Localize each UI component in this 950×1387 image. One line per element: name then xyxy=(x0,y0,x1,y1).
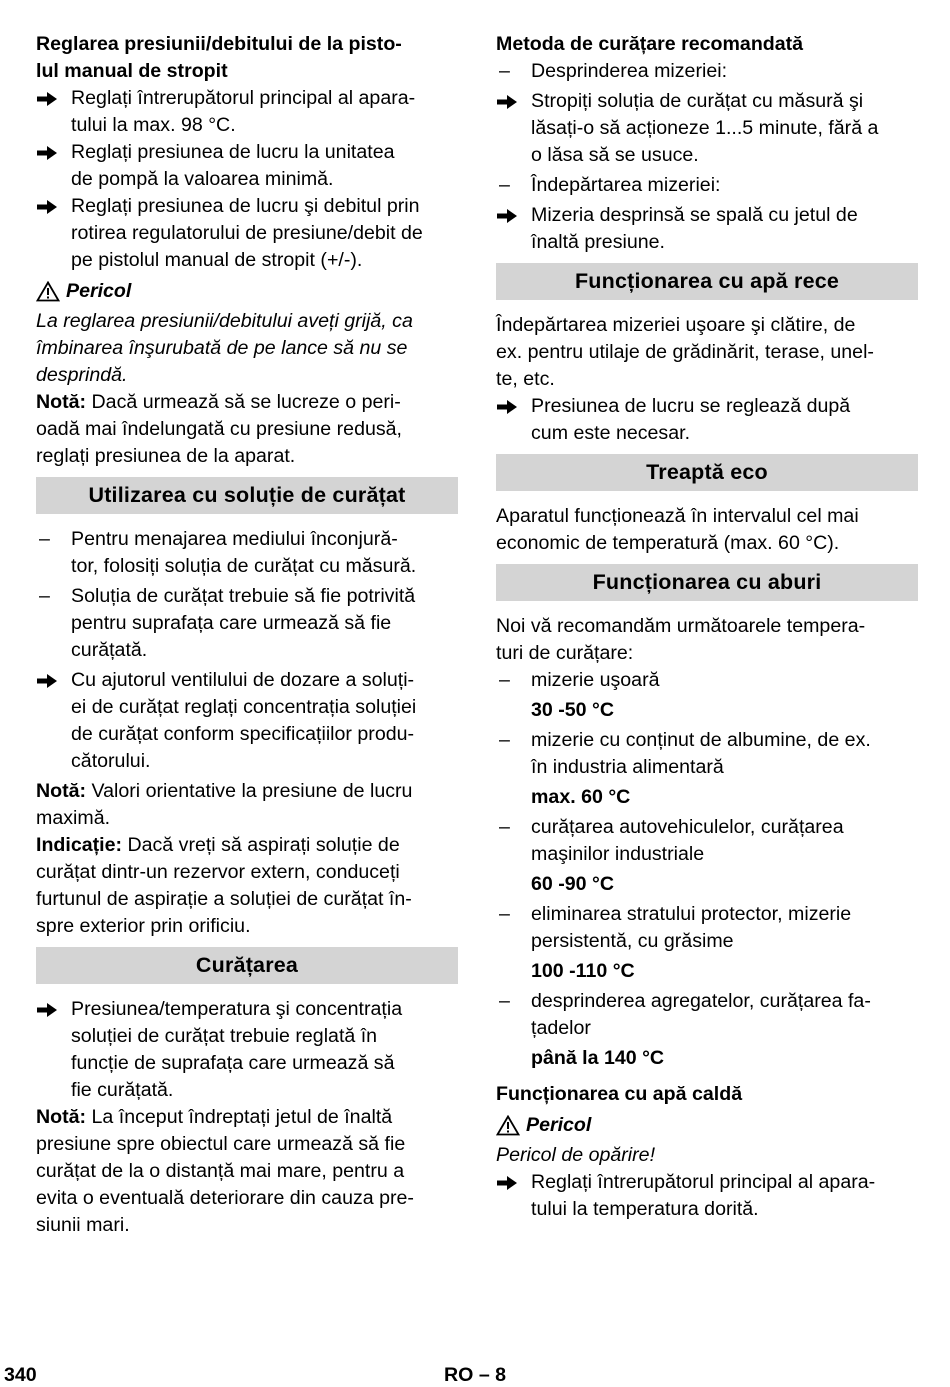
temp-value: max. 60 °C xyxy=(531,786,631,808)
temp-item: – mizerie cu conținut de albumine, de ex. în industria alimentară xyxy=(499,729,871,778)
temp-value: 100 -110 °C xyxy=(531,960,635,982)
cold-water-text: Îndepărtarea mizeriei uşoare şi clătire, de ex. pentru utilaje de grădinărit, terase, unel- te, etc. xyxy=(496,314,874,390)
section-bar-cold-water: Funcționarea cu apă rece xyxy=(496,263,918,300)
step-rinse: Mizeria desprinsă se spală cu jetul de înaltă presiune. xyxy=(496,202,918,256)
temp-value: 60 -90 °C xyxy=(531,873,614,895)
warning-text: Pericol de opărire! xyxy=(496,1144,656,1166)
arrow-right-icon xyxy=(36,85,71,139)
section-heading-method: Metoda de curățare recomandată xyxy=(496,33,804,55)
section-label: RO – 8 xyxy=(444,1364,507,1386)
dash-item: – Desprinderea mizeriei: xyxy=(499,60,728,82)
arrow-right-icon xyxy=(496,1169,531,1223)
temp-item: – mizerie uşoară xyxy=(499,669,660,691)
step-set-temperature: Reglați întrerupătorul principal al apara- tului la temperatura dorită. xyxy=(496,1169,918,1223)
step-spray-detergent: Stropiți soluția de curățat cu măsură şi lăsați-o să acționeze 1...5 minute, fără a o lăsa să se usuce. xyxy=(496,88,918,169)
arrow-right-icon xyxy=(496,393,531,447)
section-bar-detergent: Utilizarea cu soluție de curățat xyxy=(36,477,458,514)
page-number: 340 xyxy=(4,1364,37,1386)
arrow-right-icon xyxy=(36,193,71,274)
arrow-right-icon xyxy=(496,202,531,256)
eco-text: Aparatul funcționează în intervalul cel mai economic de temperatură (max. 60 °C). xyxy=(496,505,859,554)
step-dosing-valve: Cu ajutorul ventilului de dozare a soluți- ei de curățat reglați concentrația soluției de curățat conform specificațiilor produ- cătorului. xyxy=(36,667,458,775)
arrow-right-icon xyxy=(36,996,71,1104)
hint-external-tank: Indicație: Dacă vreți să aspirați soluție de curățat dintr-un rezervor extern, conduceți furtunul de aspirație a soluției de curățat în- spre exterior prin orificiu. xyxy=(36,834,412,937)
dash-item: – Soluția de curățat trebuie să fie potrivită pentru suprafața care urmează să fie curățată. xyxy=(39,585,416,661)
dash-item: – Pentru menajarea mediului înconjură- tor, folosiți soluția de curățat cu măsură. xyxy=(39,528,417,577)
step-working-pressure: Presiunea de lucru se reglează după cum este necesar. xyxy=(496,393,918,447)
temp-value: 30 -50 °C xyxy=(531,699,614,721)
arrow-right-icon xyxy=(496,88,531,169)
step-main-switch: Reglați întrerupătorul principal al apara- tului la max. 98 °C. xyxy=(36,85,458,139)
note-reduced-pressure: Notă: Dacă urmează să se lucreze o peri- oadă mai îndelungată cu presiune redusă, reglați presiunea de la aparat. xyxy=(36,391,403,467)
left-column xyxy=(36,31,458,1239)
note-guide-values: Notă: Valori orientative la presiune de lucru maximă. xyxy=(36,780,413,829)
step-pressure-regulator: Reglați presiunea de lucru şi debitul prin rotirea regulatorului de presiune/debit de pe pistolul manual de stropit (+/-). xyxy=(36,193,458,274)
dash-item: – Îndepărtarea mizeriei: xyxy=(499,174,721,196)
section-bar-steam: Funcționarea cu aburi xyxy=(496,564,918,601)
section-heading-hot-water: Funcționarea cu apă caldă xyxy=(496,1083,743,1105)
warning-heading: Pericol xyxy=(496,1112,918,1139)
warning-triangle-icon xyxy=(36,281,60,302)
temp-value: până la 140 °C xyxy=(531,1047,665,1069)
steam-intro: Noi vă recomandăm următoarele tempera- turi de curățare: xyxy=(496,615,866,664)
warning-heading: Pericol xyxy=(36,278,458,305)
step-cleaning-settings: Presiunea/temperatura şi concentrația soluției de curățat trebuie reglată în funcție de suprafața care urmează să fie curățată. xyxy=(36,996,458,1104)
warning-text: La reglarea presiunii/debitului aveți grijă, ca îmbinarea înşurubată de pe lance să nu se desprindă. xyxy=(36,310,413,386)
arrow-right-icon xyxy=(36,667,71,775)
temp-item: – desprinderea agregatelor, curățarea fa- țadelor xyxy=(499,990,871,1039)
temp-item: – eliminarea stratului protector, mizerie persistentă, cu grăsime xyxy=(499,903,852,952)
arrow-right-icon xyxy=(36,139,71,193)
step-pump-pressure: Reglați presiunea de lucru la unitatea de pompă la valoarea minimă. xyxy=(36,139,458,193)
section-bar-cleaning: Curățarea xyxy=(36,947,458,984)
note-jet-distance: Notă: La început îndreptați jetul de înaltă presiune spre obiectul care urmează să fie curățat de la o distanță mai mare, pentru a evita o eventuală deteriorare din cauza pre- siunii mari. xyxy=(36,1106,414,1236)
section-heading-pressure: Reglarea presiunii/debitului de la pisto- lul manual de stropit xyxy=(36,33,402,82)
temp-item: – curățarea autovehiculelor, curățarea maşinilor industriale xyxy=(499,816,844,865)
section-bar-eco: Treaptă eco xyxy=(496,454,918,491)
warning-triangle-icon xyxy=(496,1115,520,1136)
right-column xyxy=(496,31,918,1223)
